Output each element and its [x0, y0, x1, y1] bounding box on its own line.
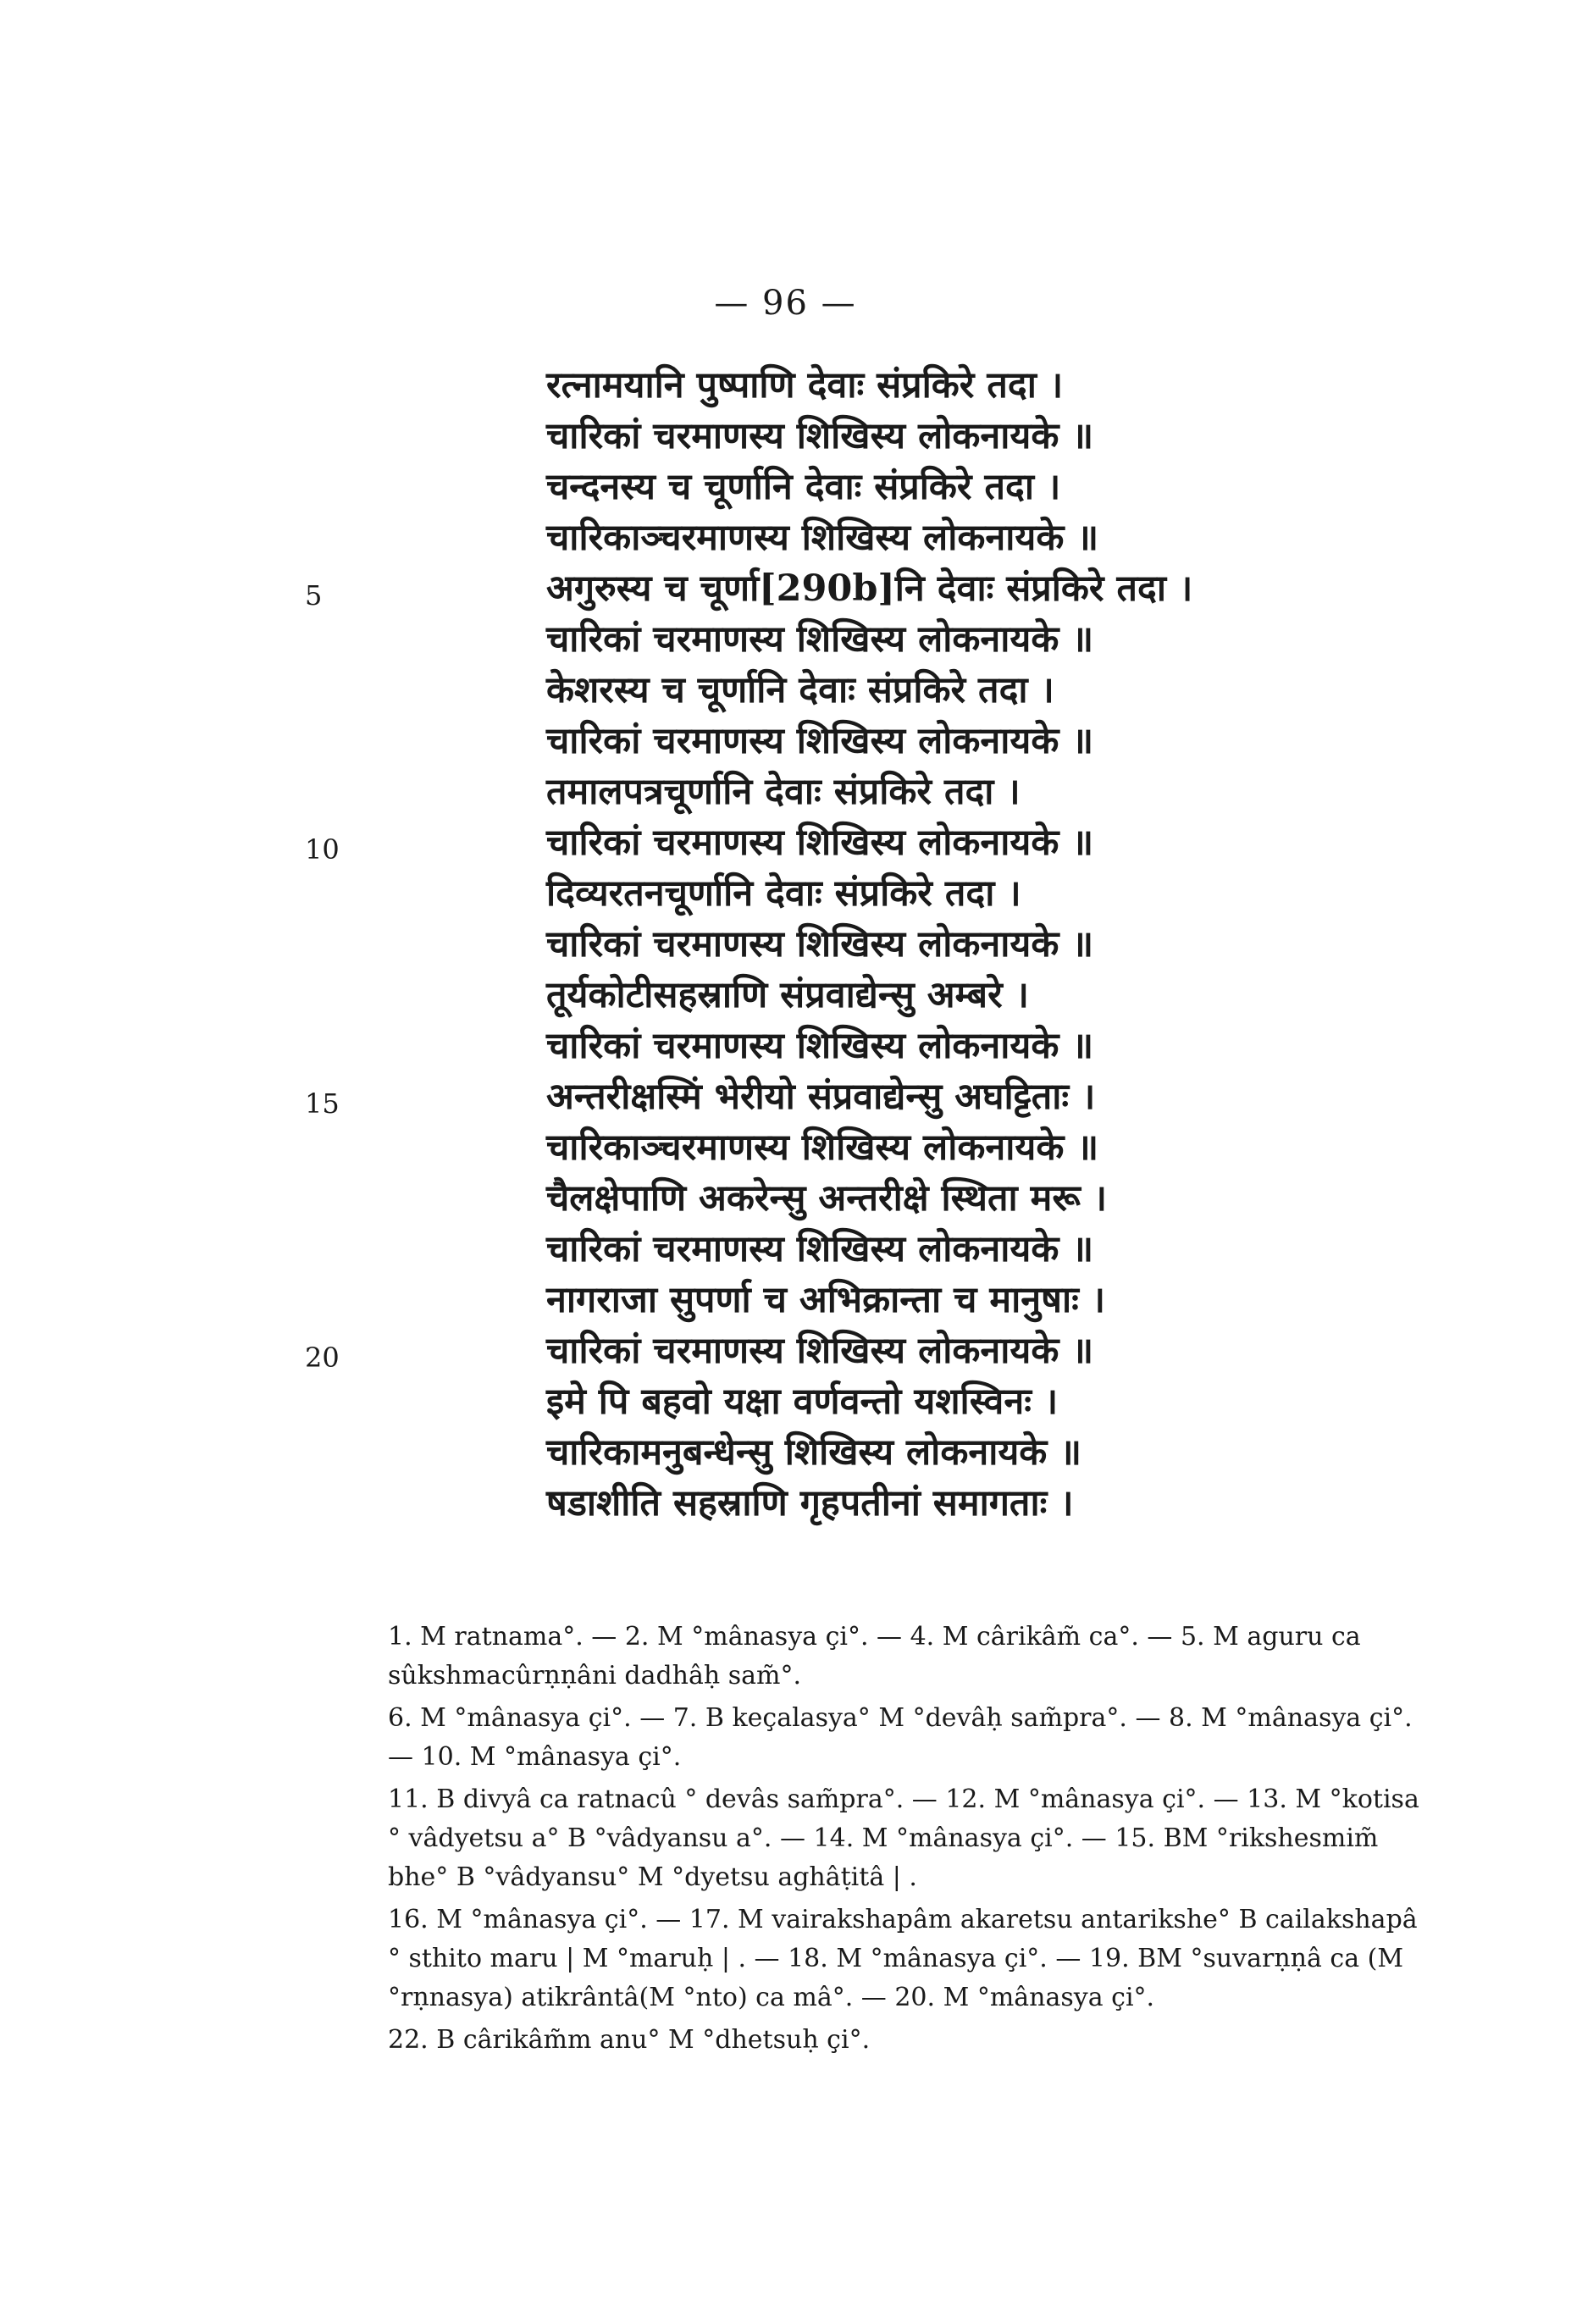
verse-line: चन्दनस्य च चूर्णानि देवाः संप्रकिरे तदा ।: [546, 466, 1061, 508]
verse-line: अगुरुस्य च चूर्णा[290b]नि देवाः संप्रकिरे तदा ।: [546, 567, 1193, 610]
verse-line: षडाशीति सहस्राणि गृहपतीनां समागताः ।: [546, 1482, 1074, 1524]
verse-line: अन्तरीक्षस्मिं भेरीयो संप्रवाद्येन्सु अघट्टिताः ।: [546, 1076, 1096, 1118]
verse-line: रत्नामयानि पुष्पाणि देवाः संप्रकिरे तदा ।: [546, 364, 1064, 407]
verse-line: तूर्यकोटीसहस्राणि संप्रवाद्येन्सु अम्बरे ।: [546, 974, 1029, 1016]
verse-line: केशरस्य च चूर्णानि देवाः संप्रकिरे तदा ।: [546, 669, 1054, 711]
page-number: — 96 —: [714, 284, 857, 323]
footnotes: [388, 1618, 1438, 2063]
verse-line: चारिकाञ्चरमाणस्य शिखिस्य लोकनायके ॥: [546, 1126, 1099, 1169]
footnote-paragraph: 22. B cârikâm̃m anu° M °dhetsuḥ çi°.: [388, 2025, 871, 2055]
verse-line: चारिकां चरमाणस्य शिखिस्य लोकनायके ॥: [546, 1228, 1094, 1270]
verse-line: तमालपत्रचूर्णानि देवाः संप्रकिरे तदा ।: [546, 771, 1021, 813]
verse-line: चारिकाञ्चरमाणस्य शिखिस्य लोकनायके ॥: [546, 517, 1099, 559]
verse-line: चारिकां चरमाणस्य शिखिस्य लोकनायके ॥: [546, 1025, 1094, 1067]
verse-line: चारिकां चरमाणस्य शिखिस्य लोकनायके ॥: [546, 720, 1094, 762]
verse-line: चारिकां चरमाणस्य शिखिस्य लोकनायके ॥: [546, 618, 1094, 661]
verse-line: चारिकां चरमाणस्य शिखिस्य लोकनायके ॥: [546, 923, 1094, 966]
verse-line: चैलक्षेपाणि अकरेन्सु अन्तरीक्षे स्थिता मरू ।: [546, 1177, 1108, 1220]
verse-line: दिव्यरतनचूर्णानि देवाः संप्रकिरे तदा ।: [546, 872, 1021, 915]
verse-line: चारिकां चरमाणस्य शिखिस्य लोकनायके ॥: [546, 1330, 1094, 1372]
footnote-paragraph: 11. B divyâ ca ratnacû ° devâs sam̃pra°. — 12. M °mânasya çi°. — 13. M °kotisa ° vâdyetsu a° B °vâdyansu a°. — 14. M °mânasya çi°. — 15. BM °rikshesmim̃ bhe° B °vâdyansu° M °dyetsu aghâṭitâ | .: [388, 1784, 1419, 1892]
line-number: 15: [305, 1087, 340, 1120]
footnote-paragraph: 6. M °mânasya çi°. — 7. B keçalasya° M °devâḥ sam̃pra°. — 8. M °mânasya çi°. — 10. M °mânasya çi°.: [388, 1703, 1413, 1772]
verse-line: नागराजा सुपर्णा च अभिक्रान्ता च मानुषाः ।: [546, 1279, 1106, 1321]
verse-line: चारिकां चरमाणस्य शिखिस्य लोकनायके ॥: [546, 415, 1094, 457]
verse-line: इमे पि बहवो यक्षा वर्णवन्तो यशस्विनः ।: [546, 1381, 1059, 1423]
line-number: 5: [305, 579, 323, 611]
verse-line: चारिकामनुबन्धेन्सु शिखिस्य लोकनायके ॥: [546, 1431, 1082, 1474]
line-number: 10: [305, 833, 340, 866]
line-number: 20: [305, 1342, 340, 1374]
footnote-paragraph: 16. M °mânasya çi°. — 17. M vairakshapâm akaretsu antarikshe° B cailakshapâ ° sthito maru | M °maruḥ | . — 18. M °mânasya çi°. — 19. BM °suvarṇṇâ ca (M °rṇnasya) atikrântâ(M °nto) ca mâ°. — 20. M °mânasya çi°.: [388, 1905, 1418, 2012]
verse-line: चारिकां चरमाणस्य शिखिस्य लोकनायके ॥: [546, 822, 1094, 864]
footnote-paragraph: 1. M ratnama°. — 2. M °mânasya çi°. — 4. M cârikâm̃ ca°. — 5. M aguru ca sûkshmacûrṇṇâni dadhâḥ sam̃°.: [388, 1622, 1361, 1690]
